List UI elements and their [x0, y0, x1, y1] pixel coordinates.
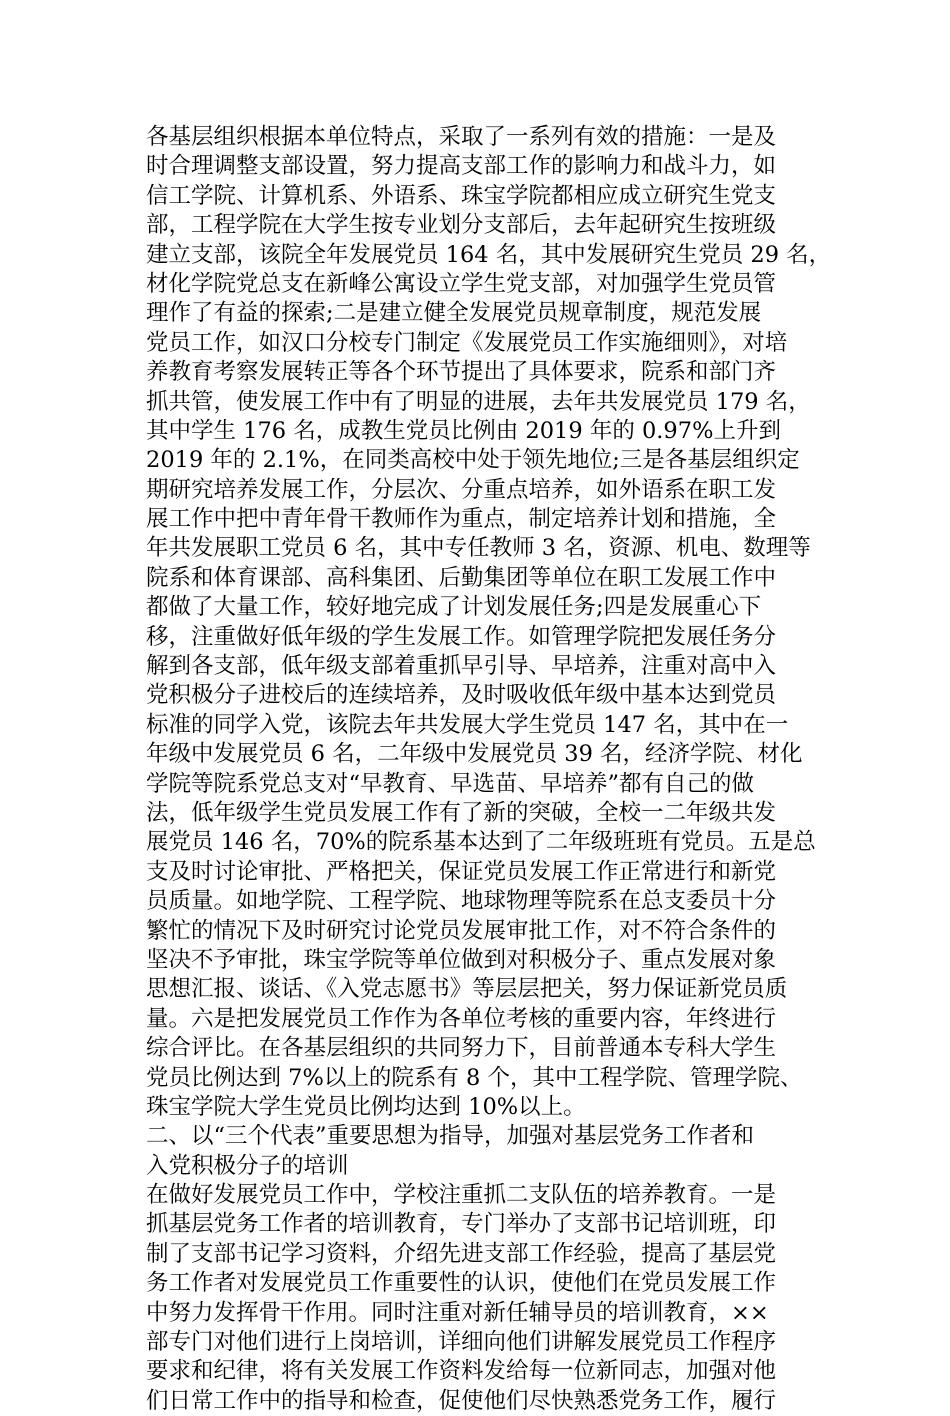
text-line: 抓基层党务工作者的培训教育，专门举办了支部书记培训班，印 [146, 1211, 777, 1238]
text-line: 务工作者对发展党员工作重要性的认识，使他们在党员发展工作 [146, 1270, 777, 1297]
text-line: 二、以“三个代表”重要思想为指导，加强对基层党务工作者和 [146, 1123, 755, 1150]
text-line: 院系和体育课部、高科集团、后勤集团等单位在职工发展工作中 [146, 564, 777, 591]
text-line: 理作了有益的探索;二是建立健全发展党员规章制度，规范发展 [146, 300, 762, 327]
text-line: 各基层组织根据本单位特点，采取了一系列有效的措施：一是及 [146, 124, 777, 150]
text-line: 中努力发挥骨干作用。同时注重对新任辅导员的培训教育，×× [146, 1299, 769, 1326]
text-line: 材化学院党总支在新峰公寓设立学生党支部，对加强学生党员管 [146, 270, 777, 297]
text-line: 其中学生 176 名，成教生党员比例由 2019 年的 0.97%上升到 [146, 417, 781, 444]
text-line: 制了支部书记学习资料，介绍先进支部工作经验，提高了基层党 [146, 1240, 777, 1267]
text-line: 员质量。如地学院、工程学院、地球物理等院系在总支委员十分 [146, 888, 777, 915]
text-line: 法，低年级学生党员发展工作有了新的突破，全校一二年级共发 [146, 799, 777, 826]
text-line: 标准的同学入党，该院去年共发展大学生党员 147 名，其中在一 [146, 711, 789, 738]
text-line: 要求和纪律，将有关发展工作资料发给每一位新同志，加强对他 [146, 1358, 777, 1385]
text-line: 综合评比。在各基层组织的共同努力下，目前普通本专科大学生 [146, 1035, 777, 1062]
text-line: 移，注重做好低年级的学生发展工作。如管理学院把发展任务分 [146, 623, 777, 650]
text-line: 坚决不予审批，珠宝学院等单位做到对积极分子、重点发展对象 [146, 946, 777, 973]
text-line: 展党员 146 名，70%的院系基本达到了二年级班班有党员。五是总 [146, 829, 816, 856]
text-line: 们日常工作中的指导和检查，促使他们尽快熟悉党务工作，履行 [146, 1387, 777, 1414]
text-line: 建立支部，该院全年发展党员 164 名，其中发展研究生党员 29 名， [146, 241, 832, 268]
text-line: 繁忙的情况下及时研究讨论党员发展审批工作，对不符合条件的 [146, 917, 777, 944]
text-line: 都做了大量工作，较好地完成了计划发展任务;四是发展重心下 [146, 594, 762, 621]
text-line: 学院等院系党总支对“早教育、早选苗、早培养”都有自己的做 [146, 770, 755, 797]
text-line: 2019 年的 2.1%，在同类高校中处于领先地位;三是各基层组织定 [146, 447, 800, 474]
document-body-text [146, 123, 866, 1416]
text-line: 养教育考察发展转正等各个环节提出了具体要求，院系和部门齐 [146, 359, 777, 386]
text-line: 党员工作，如汉口分校专门制定《发展党员工作实施细则》，对培 [146, 329, 788, 356]
text-line: 支及时讨论审批、严格把关，保证党员发展工作正常进行和新党 [146, 858, 777, 885]
text-line: 抓共管，使发展工作中有了明显的进展，去年共发展党员 179 名， [146, 388, 811, 415]
text-line: 年级中发展党员 6 名，二年级中发展党员 39 名，经济学院、材化 [146, 741, 803, 768]
text-line: 时合理调整支部设置，努力提高支部工作的影响力和战斗力，如 [146, 153, 777, 180]
text-line: 入党积极分子的培训 [146, 1152, 349, 1179]
text-line: 信工学院、计算机系、外语系、珠宝学院都相应成立研究生党支 [146, 182, 777, 209]
text-line: 年共发展职工党员 6 名，其中专任教师 3 名，资源、机电、数理等 [146, 535, 811, 562]
text-line: 珠宝学院大学生党员比例均达到 10%以上。 [146, 1093, 586, 1120]
text-line: 部，工程学院在大学生按专业划分支部后，去年起研究生按班级 [146, 212, 777, 239]
text-line: 思想汇报、谈话、《入党志愿书》等层层把关，努力保证新党员质 [146, 976, 788, 1003]
text-line: 党员比例达到 7%以上的院系有 8 个，其中工程学院、管理学院、 [146, 1064, 803, 1091]
text-line: 部专门对他们进行上岗培训，详细向他们讲解发展党员工作程序 [146, 1329, 777, 1356]
text-line: 期研究培养发展工作，分层次、分重点培养，如外语系在职工发 [146, 476, 777, 503]
text-line: 解到各支部，低年级支部着重抓早引导、早培养，注重对高中入 [146, 653, 777, 680]
text-line: 展工作中把中青年骨干教师作为重点，制定培养计划和措施，全 [146, 506, 777, 533]
text-line: 量。六是把发展党员工作作为各单位考核的重要内容，年终进行 [146, 1005, 777, 1032]
text-line: 在做好发展党员工作中，学校注重抓二支队伍的培养教育。一是 [146, 1182, 777, 1209]
text-line: 党积极分子进校后的连续培养，及时吸收低年级中基本达到党员 [146, 682, 777, 709]
